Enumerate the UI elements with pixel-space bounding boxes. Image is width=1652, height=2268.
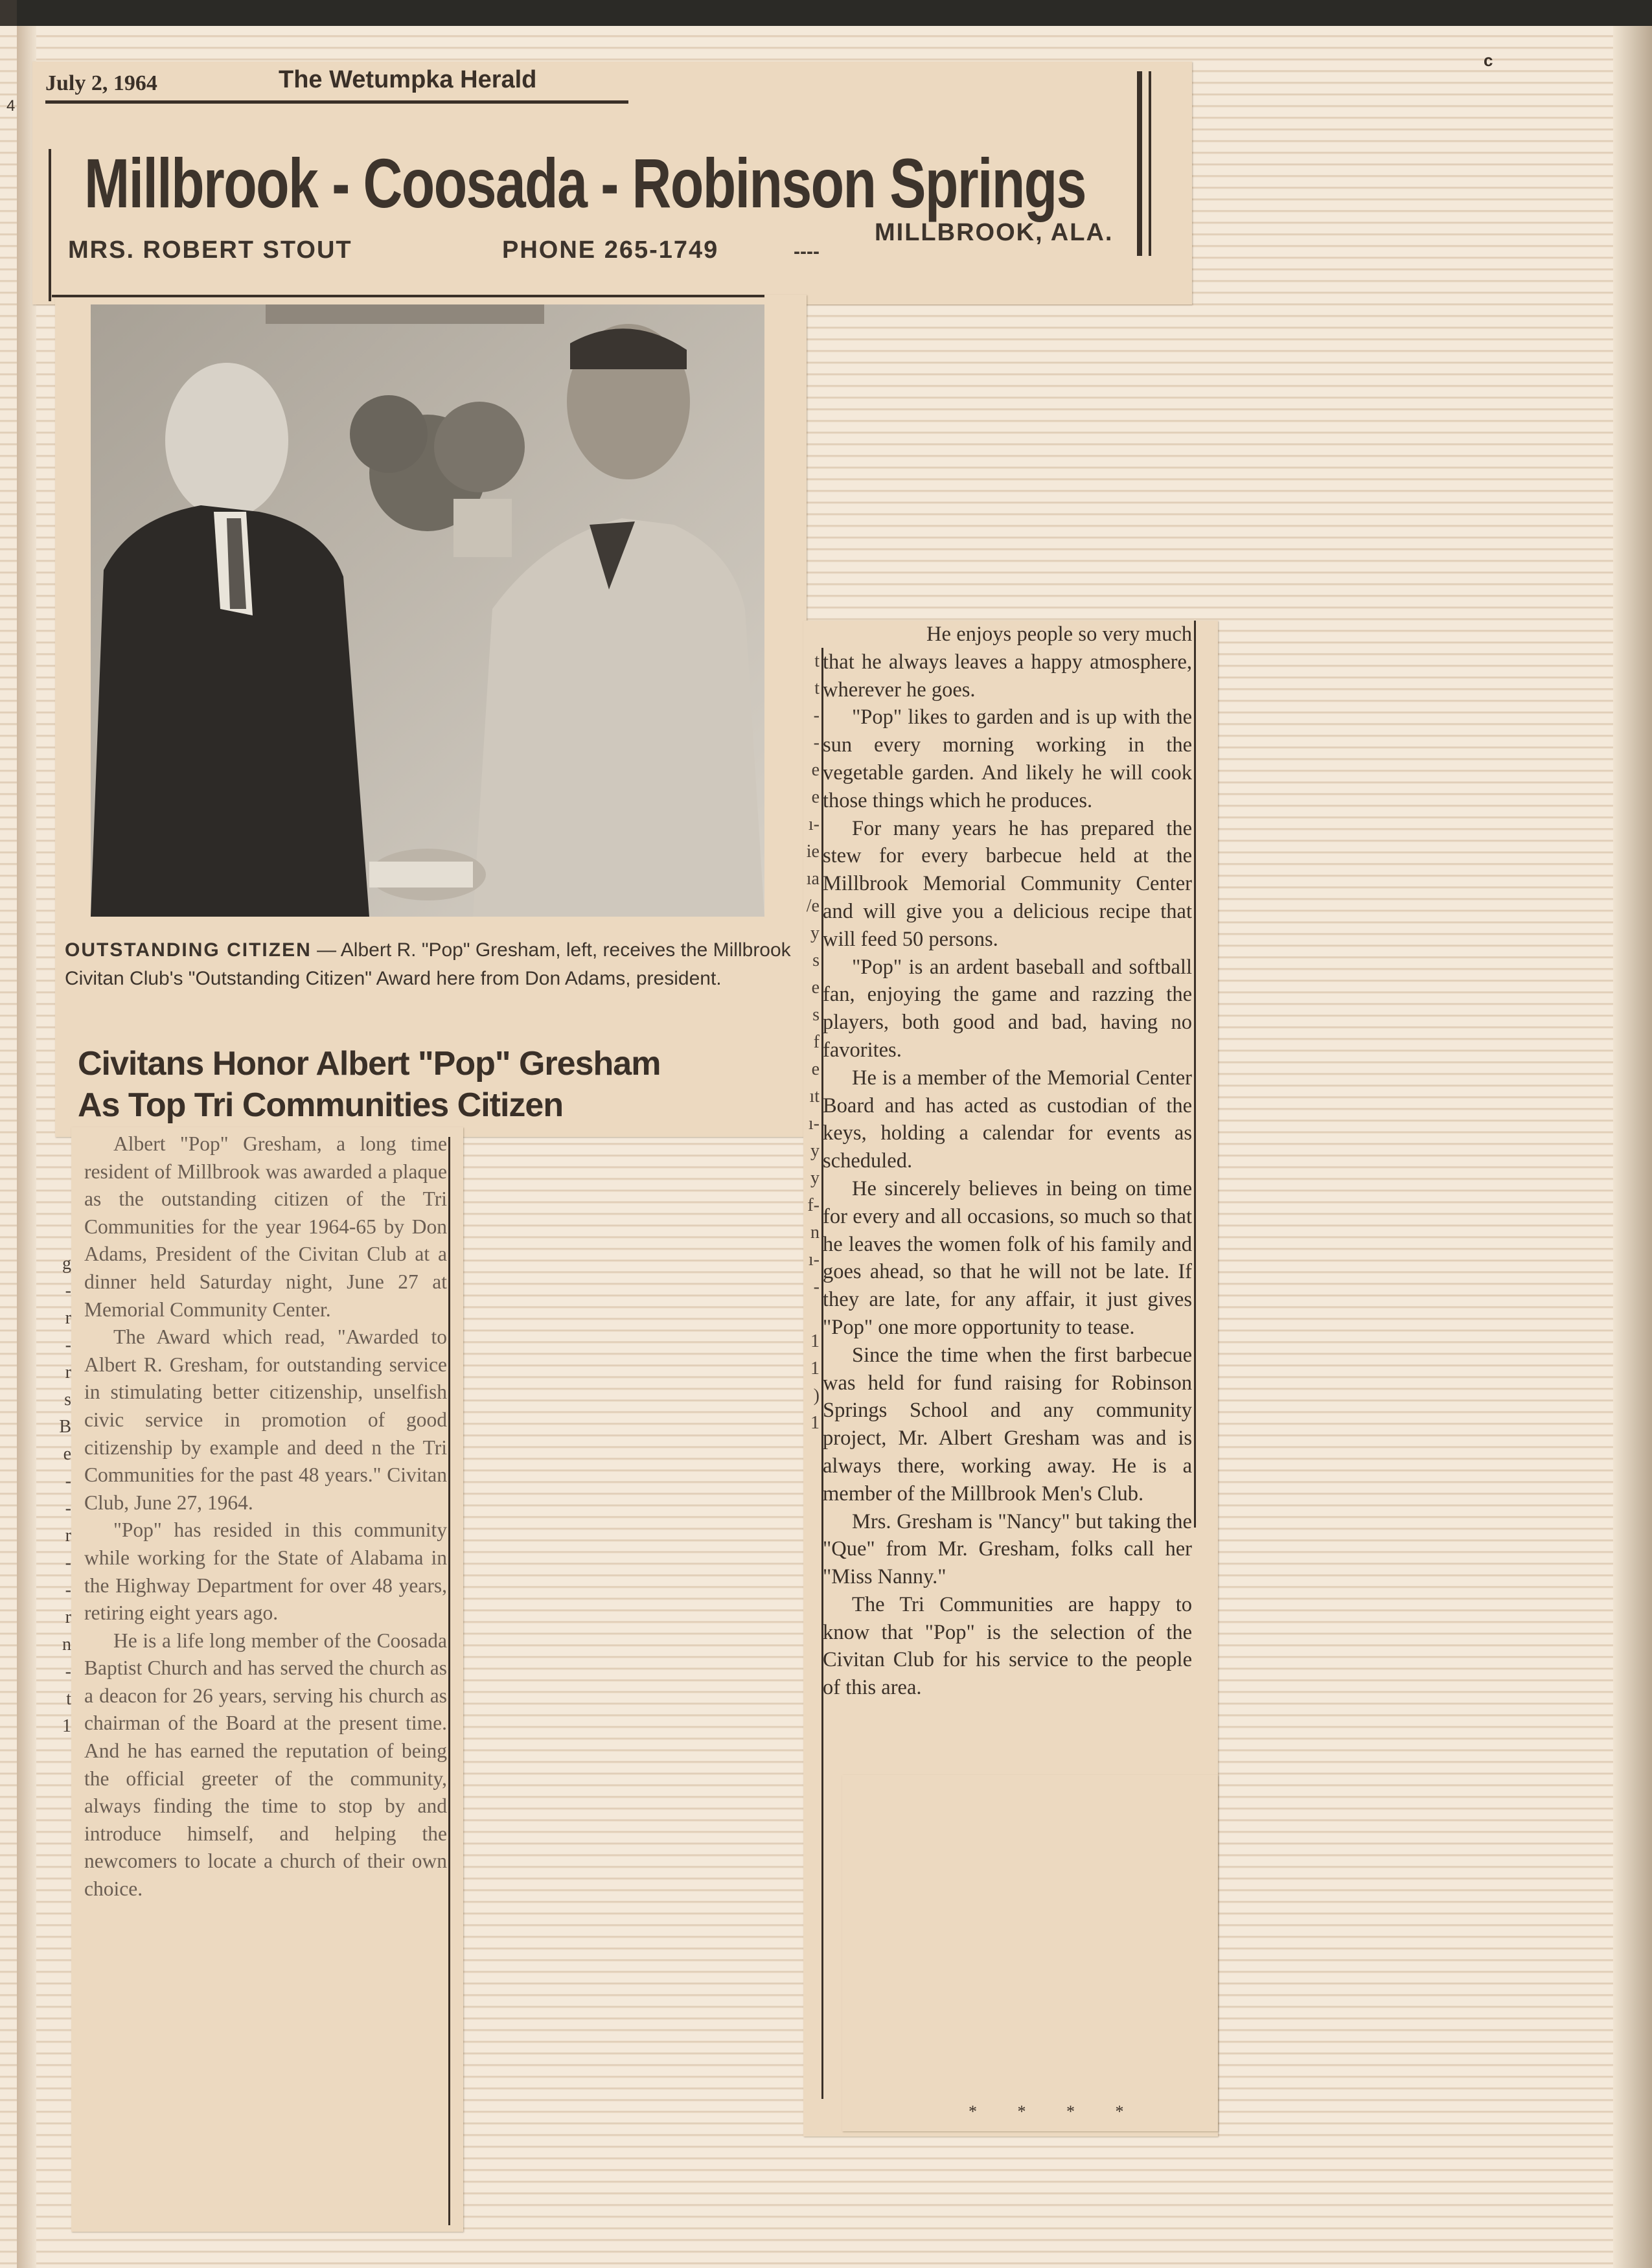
masthead-rule	[45, 100, 628, 104]
story-paragraph: Since the time when the first barbecue was held for fund raising for Robinson Springs School and any community project, Mr. Albert Gresham was and is always there, working away. He is a member of the Millbrook Men's Club.	[823, 1343, 1192, 1506]
story-headline-line-2: As Top Tri Communities Citizen	[78, 1086, 564, 1124]
right-column-outer-rule	[1194, 621, 1196, 1528]
masthead-dash: ----	[794, 241, 820, 262]
story-paragraph: He enjoys people so very much that he always leaves a happy atmosphere, wherever he goes.	[823, 623, 1192, 702]
right-story-column	[823, 621, 1192, 1702]
story-paragraph: "Pop" likes to garden and is up with the sun every morning working in the vegetable garden. And likely he will cook those things which he produces.	[823, 705, 1192, 812]
award-photo	[91, 304, 764, 917]
story-paragraph: The Tri Communities are happy to know that "Pop" is the selection of the Civitan Club for his service to the people of this area.	[823, 1592, 1192, 1700]
page-number: 4	[6, 97, 16, 115]
left-column-rule	[448, 1137, 450, 2225]
story-headline-line-1: Civitans Honor Albert "Pop" Gresham	[78, 1045, 661, 1082]
caption-text: — Albert R. "Pop" Gresham, left, receives the Millbrook Civitan Club's "Outstanding Citizen" Award here from Don Adams, president.	[65, 939, 791, 989]
story-paragraph: The Award which read, "Awarded to Albert R. Gresham, for outstanding service in stimulating better citizenship, unselfish civic service in promotion of good citizenship by example and deed n the Tri Communities for the past 48 years." Civitan Club, June 27, 1964.	[84, 1325, 447, 1514]
story-paragraph: For many years he has prepared the stew for every barbecue held at the Millbrook Memorial Community Center and will give you a delicious recipe that will feed 50 persons.	[823, 816, 1192, 951]
masthead-location: MILLBROOK, ALA.	[875, 219, 1114, 246]
masthead-editor: MRS. ROBERT STOUT	[68, 236, 352, 264]
story-paragraph: He is a member of the Memorial Center Board and has acted as custodian of the keys, holding a calendar for events as scheduled.	[823, 1066, 1192, 1173]
story-paragraph: "Pop" is an ardent baseball and softball fan, enjoying the game and razzing the players, both good and bad, having no favorites.	[823, 955, 1192, 1062]
story-paragraph: He is a life long member of the Coosada Baptist Church and has served the church as a deacon for 26 years, serving his church as chairman of the Board at the present time. And he has earned the reputation of being the official greeter of the community, always finding the time to stop by and introduce himself, and helping the newcomers to locate a church of their own choice.	[84, 1629, 447, 1901]
masthead-paper-name: The Wetumpka Herald	[279, 66, 537, 93]
story-paragraph: Mrs. Gresham is "Nancy" but taking the "Que" from Mr. Gresham, folks call her "Miss Nanny."	[823, 1509, 1192, 1589]
story-paragraph: He sincerely believes in being on time for every and all occasions, so much so that he leaves the women folk of his family and goes ahead, so that he will not be late. If they are late, for any affair, it just gives "Pop" one more opportunity to tease.	[823, 1176, 1192, 1339]
story-end-mark: * * * *	[969, 2102, 1142, 2121]
masthead-bar	[1137, 71, 1142, 256]
corner-mark: c	[1484, 51, 1493, 70]
story-paragraph: "Pop" has resided in this community while working for the State of Alabama in the Highway Department for over 48 years, retiring eight years ago.	[84, 1518, 447, 1625]
masthead-bar-thin	[1149, 71, 1151, 256]
cut-off-column-middle: t t - - e e ı- ie ıa /e y s e s f e ıt ı- y y f- n ı- - 1 1 ) 1	[806, 651, 820, 1433]
masthead-bottom-rule	[52, 295, 764, 297]
award-photo-image	[91, 304, 764, 917]
left-story-column	[84, 1130, 447, 1903]
photo-caption	[65, 936, 797, 993]
right-story-tail	[842, 1775, 1218, 2131]
masthead-date: July 2, 1964	[45, 71, 157, 95]
story-headline	[78, 1043, 803, 1126]
cut-off-column-left: g - r - r s B e - - r - - r n - t 1	[59, 1254, 71, 1736]
story-paragraph: Albert "Pop" Gresham, a long time resident of Millbrook was awarded a plaque as the outstanding citizen of the Tri Communities for the year 1964-65 by Don Adams, President of the Civitan Club at a dinner held Saturday night, June 27 at Memorial Community Center.	[84, 1132, 447, 1321]
masthead-phone: PHONE 265-1749	[502, 236, 719, 264]
caption-lead: OUTSTANDING CITIZEN	[65, 939, 312, 961]
section-title: Millbrook - Coosada - Robinson Springs	[84, 144, 1086, 222]
page-binding-strip	[17, 26, 36, 2268]
page-right-edge	[1613, 26, 1652, 2268]
